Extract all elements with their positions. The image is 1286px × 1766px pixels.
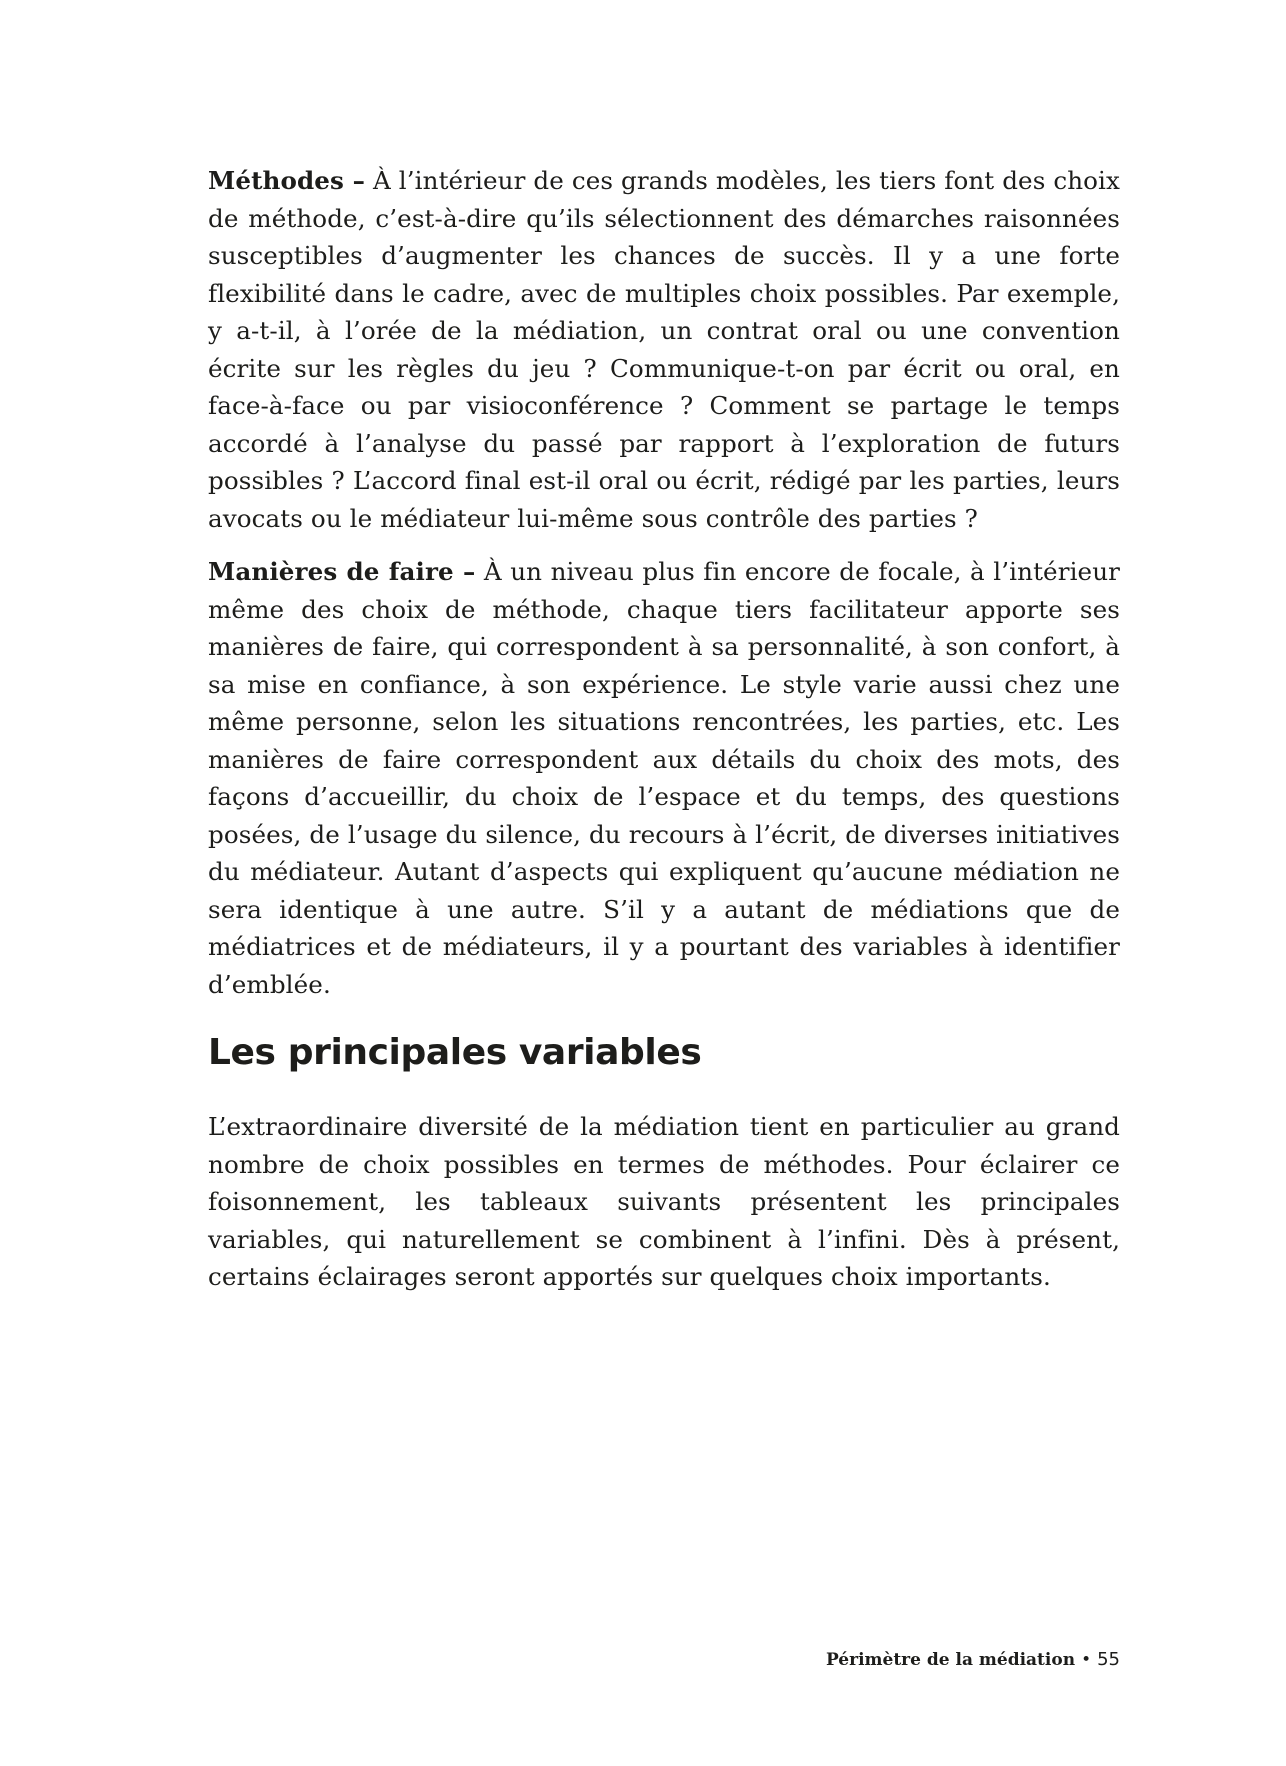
page-number: 55	[1097, 1649, 1120, 1670]
paragraph-methodes-body: À l’intérieur de ces grands modèles, les tiers font des choix de méthode, c’est-à-dire qu’ils sélectionnent des démarches raisonnées susceptibles d’augmenter les chances de succès. Il y a une forte flexibilité dans le cadre, avec de multiples choix possibles. Par exemple, y a-t-il, à l’orée de la médiation, un contrat oral ou une convention écrite sur les règles du jeu ? Communique-t-on par écrit ou oral, en face-à-face ou par visioconférence ? Comment se partage le temps accordé à l’analyse du passé par rapport à l’exploration de futurs possibles ? L’accord final est-il oral ou écrit, rédigé par les parties, leurs avocats ou le médiateur lui-même sous contrôle des parties ?	[208, 166, 1120, 533]
paragraph-methodes-text	[208, 162, 1120, 537]
footer-separator: •	[1081, 1650, 1092, 1670]
paragraph-manieres-body: À un niveau plus fin encore de focale, à l’intérieur même des choix de méthode, chaque tiers facilitateur apporte ses manières de faire, qui correspondent à sa personnalité, à son confort, à sa mise en confiance, à son expérience. Le style varie aussi chez une même personne, selon les situations rencontrées, les parties, etc. Les manières de faire correspondent aux détails du choix des mots, des façons d’accueillir, du choix de l’espace et du temps, des questions posées, de l’usage du silence, du recours à l’écrit, de diverses initiatives du médiateur. Autant d’aspects qui expliquent qu’aucune médiation ne sera identique à une autre. S’il y a autant de médiations que de médiatrices et de médiateurs, il y a pourtant des variables à identifier d’emblée.	[208, 557, 1120, 999]
paragraph-methodes	[208, 162, 1120, 537]
paragraph-variables-body: L’extraordinaire diversité de la médiation tient en particulier au grand nombre de choix possibles en termes de méthodes. Pour éclairer ce foisonnement, les tableaux suivants présentent les principales variables, qui naturellement se combinent à l’infini. Dès à présent, certains éclairages seront apportés sur quelques choix importants.	[208, 1112, 1120, 1291]
running-footer	[826, 1648, 1120, 1672]
paragraph-manieres-de-faire	[208, 553, 1120, 1003]
section-heading: Les principales variables	[208, 1032, 702, 1073]
paragraph-principales-variables	[208, 1108, 1120, 1296]
run-in-heading-methodes: Méthodes –	[208, 166, 366, 195]
paragraph-manieres-text	[208, 553, 1120, 1003]
footer-chapter-title: Périmètre de la médiation	[825, 1650, 1076, 1670]
run-in-heading-manieres: Manières de faire –	[208, 557, 476, 586]
